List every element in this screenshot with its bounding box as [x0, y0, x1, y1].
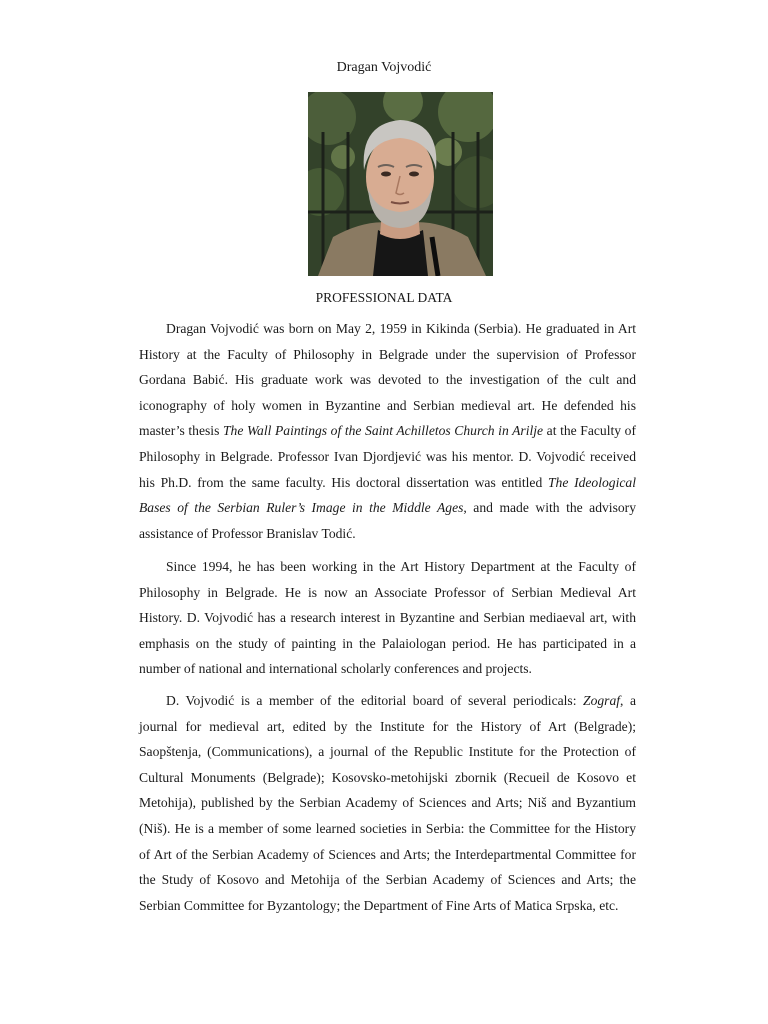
author-name: Dragan Vojvodić	[336, 60, 432, 75]
section-title: PROFESSIONAL DATA	[315, 290, 453, 305]
paragraph-career	[139, 554, 636, 682]
paragraph-text: , and made with the advisory assistance of Professor Branislav Todić.	[139, 500, 636, 541]
portrait-photo	[308, 92, 493, 276]
paragraph-text: Since 1994, he has been working in the Art History Department at the Faculty of Philosophy in Belgrade. He is now an Associate Professor of Serbian Medieval Art History. D. Vojvodić has a research interest in Byzantine and Serbian mediaeval art, with emphasis on the study of painting in the Palaiologan period. He has participated in a number of national and international scholarly conferences and projects.	[139, 559, 636, 677]
journal-title: Zograf	[583, 693, 621, 708]
paragraph-text: D. Vojvodić is a member of the editorial board of several periodicals:	[166, 693, 584, 708]
paragraph-biography	[139, 316, 636, 546]
paragraph-text: Dragan Vojvodić was born on May 2, 1959 in Kikinda (Serbia). He graduated in Art History at the Faculty of Philosophy in Belgrade under the supervision of Professor Gordana Babić. His graduate work was devoted to the investigation of the cult and iconography of holy women in Byzantine and Serbian medieval art. He defended his master’s thesis	[139, 321, 636, 439]
paragraph-text: at the Faculty of Philosophy in Belgrade. Professor Ivan Djordjević was his mentor. D. Vojvodić received his Ph.D. from the same faculty. His doctoral dissertation was entitled	[139, 423, 636, 490]
dissertation-title: The Ideological Bases of the Serbian Ruler’s Image in the Middle Ages	[139, 474, 636, 516]
thesis-title: The Wall Paintings of the Saint Achilletos Church in Arilje	[222, 423, 544, 439]
paragraph-memberships	[139, 688, 636, 918]
paragraph-text: , a journal for medieval art, edited by the Institute for the History of Art (Belgrade); Saopštenja, (Communications), a journal of the Republic Institute for the Protection of Cultural Monuments (Belgrade); Kosovsko-metohijski zbornik (Recueil de Kosovo et Metohija), published by the Serbian Academy of Sciences and Arts; Niš and Byzantium (Niš). He is a member of some learned societies in Serbia: the Committee for the History of Art of the Serbian Academy of Sciences and Arts; the Interdepartmental Committee for the Study of Kosovo and Metohija of the Serbian Academy of Sciences and Arts; the Serbian Committee for Byzantology; the Department of Fine Arts of Matica Srpska, etc.	[139, 693, 636, 913]
